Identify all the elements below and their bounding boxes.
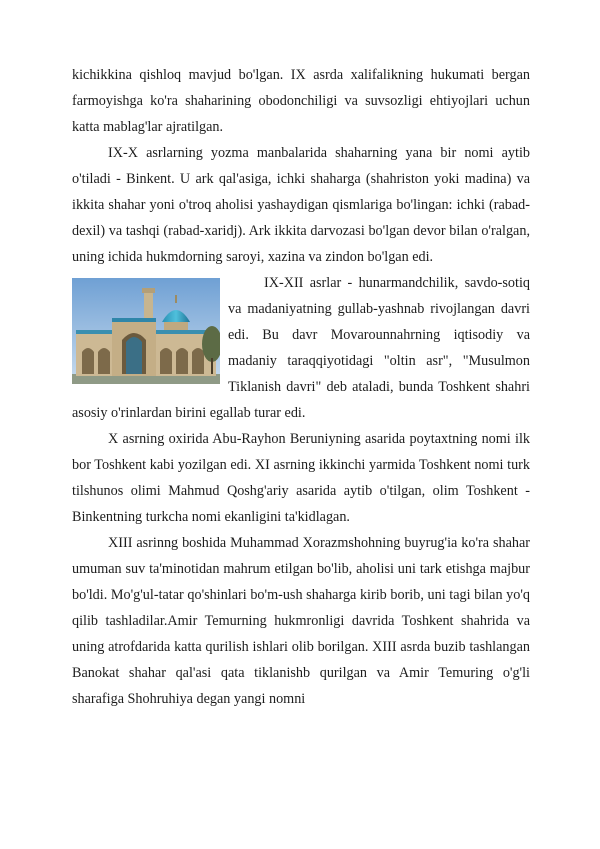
paragraph-3: IX-XII asrlar - hunarmandchilik, savdo-sotiq va madaniyatning gullab-yashnab rivojlangan davri edi. Bu davr Movarounnahrning iqtisodiy va madaniy taraqqiyotidagi "oltin asr", "Musulmon Tiklanish davri" deb ataladi, bunda Toshkent shahri asosiy o'rinlardan birini egallab turar edi.	[72, 275, 530, 421]
document-page	[72, 62, 530, 712]
mosque-photo-icon	[72, 278, 220, 384]
paragraph-4: X asrning oxirida Abu-Rayhon Beruniyning asarida poytaxtning nomi ilk bor Toshkent kabi yozilgan edi. XI asrning ikkinchi yarmida Toshkent nomi turk tilshunos olimi Mahmud Qoshg'ariy asarida aytib o'tilgan, olim Toshkent - Binkentning turkcha nomi ekanligini ta'kidlagan.	[72, 431, 530, 525]
paragraph-2: IX-X asrlarning yozma manbalarida shaharning yana bir nomi aytib o'tiladi - Binkent. U ark qal'asiga, ichki shaharga (shahriston yoki madina) va ikkita shahar yoni o'troq aholisi yashaydigan qismlariga bo'lingan: ichki (rabad-dexil) va tashqi (rabad-xaridj). Ark ikkita darvozasi bo'lgan devor bilan o'ralgan, uning ichida hukmdorning saroyi, xazina va zindon bo'lgan edi.	[72, 145, 530, 265]
paragraph-1: kichikkina qishloq mavjud bo'lgan. IX asrda xalifalikning hukumati bergan farmoyishga ko'ra shaharining obodonchiligi va suvsozligi ehtiyojlari uchun katta mablag'lar ajratilgan.	[72, 67, 530, 135]
mosque-photo	[72, 278, 220, 384]
paragraph-5: XIII asrinng boshida Muhammad Xorazmshohning buyrug'ia ko'ra shahar umuman suv ta'minotidan mahrum etilgan bo'lib, aholisi uni tark etishga majbur bo'ldi. Mo'g'ul-tatar qo'shinlari bo'm-ush shaharga kirib borib, uni tagi bilan yo'q qilib tashladilar.Amir Temurning hukmronligi davrida Toshkent shahrida va uning atrofdarida katta qurilish ishlari olib borilgan. XIII asrda buzib tashlangan Banokat shahar qal'asi qata tiklanishb qurilgan va Amir Temuring o'g'li sharafiga Shohruhiya degan yangi nomni	[72, 535, 530, 707]
